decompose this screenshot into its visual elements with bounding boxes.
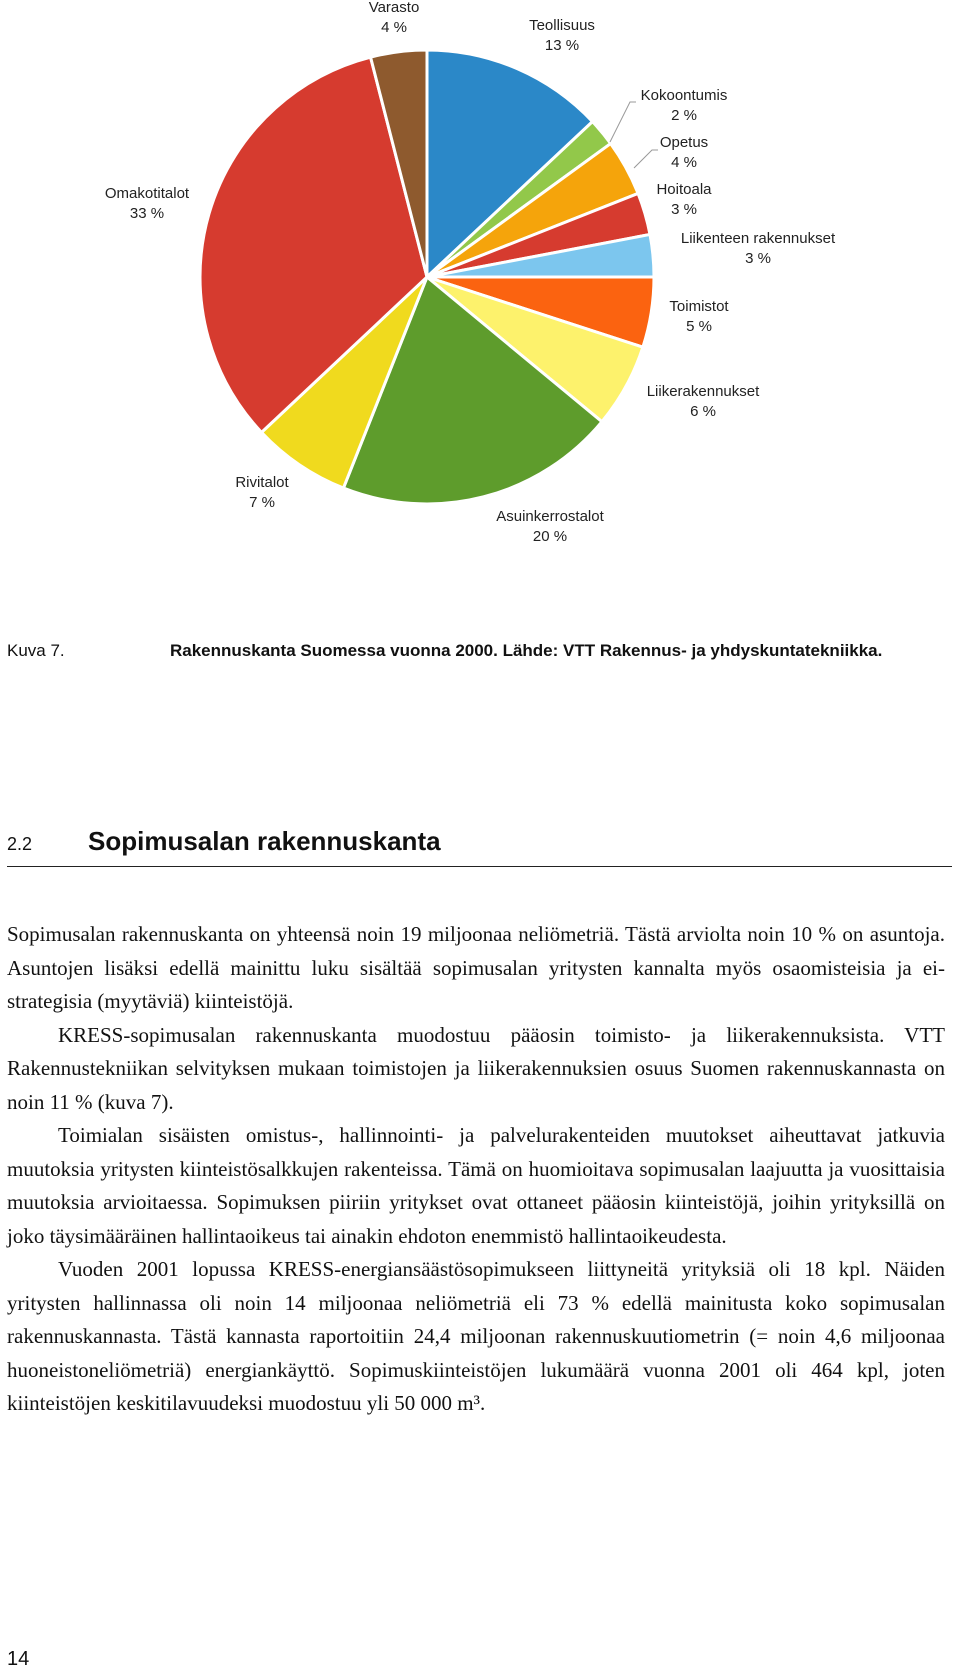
slice-label: Omakotitalot: [104, 185, 190, 202]
paragraph: Sopimusalan rakennuskanta on yhteensä noin 19 miljoonaa neliömetriä. Tästä arviolta noin 10 % on asuntoja. Asuntojen lisäksi edellä mainittu luku sisältää sopimusalan yritysten kannalta myös osaomisteisia ja ei-strategisia (myytäviä) kiinteistöjä.: [7, 922, 945, 1013]
slice-label: Varasto: [368, 0, 420, 16]
paragraph: Vuoden 2001 lopussa KRESS-energiansäästösopimukseen liittyneitä yrityksiä oli 18 kpl. Näiden yritysten hallinnassa oli noin 14 miljoonaa neliömetriä eli 73 % edellä mainitusta koko sopimusalan rakennuskannasta. Tästä kannasta raportoitiin 24,4 miljoonan rakennuskuutiometrin (= noin 4,6 miljoonaa huoneistoneliömetriä) energiankäyttö. Sopimuskiinteistöjen lukumäärä vuonna 2001 oli 464 kpl, joten kiinteistöjen keskitilavuudeksi muodostuu yli 50 000 m³.: [7, 1257, 945, 1415]
slice-value-label: 3 %: [745, 250, 771, 267]
slice-label: Toimistot: [669, 298, 729, 315]
slice-value-label: 4 %: [381, 19, 407, 36]
caption-text: Rakennuskanta Suomessa vuonna 2000. Lähde: VTT Rakennus- ja yhdyskuntatekniikka.: [170, 641, 883, 660]
slice-label: Opetus: [659, 134, 709, 151]
section-heading: [7, 826, 952, 867]
slice-value-label: 13 %: [544, 37, 580, 54]
slice-value-label: 2 %: [671, 107, 697, 124]
slice-value-label: 6 %: [690, 403, 716, 420]
caption-label: Kuva 7.: [7, 641, 65, 660]
pie-chart: [0, 0, 960, 560]
slice-label: Liikerakennukset: [646, 383, 760, 400]
slice-label: Hoitoala: [656, 181, 712, 198]
paragraph: Toimialan sisäisten omistus-, hallinnointi- ja palvelurakenteiden muutokset aiheuttavat jatkuvia muutoksia yritysten kiinteistösalkkujen rakenteissa. Tämä on huomioitava sopimusalan laajuutta ja vuosittaisia muutoksia arvioitaessa. Sopimuksen piiriin yritykset ovat ottaneet pääosin kiinteistöjä, joihin yrityksillä on joko täysimääräinen hallintaoikeus tai ainakin ehdoton enemmistö hallintaoikeudesta.: [7, 1123, 945, 1248]
slice-label: Kokoontumis: [640, 87, 728, 104]
slice-value-label: 20 %: [532, 528, 568, 545]
slice-label: Rivitalot: [235, 474, 289, 491]
pie-slices: [200, 50, 654, 504]
slice-label: Liikenteen rakennukset: [680, 230, 836, 247]
slice-value-label: 7 %: [249, 494, 275, 511]
slice-value-label: 3 %: [671, 201, 697, 218]
section-title: Sopimusalan rakennuskanta: [88, 826, 441, 856]
paragraph: KRESS-sopimusalan rakennuskanta muodostuu pääosin toimisto- ja liikerakennuksista. VTT Rakennustekniikan selvityksen mukaan toimistojen ja liikerakennuksien osuus Suomen rakennuskannasta on noin 11 % (kuva 7).: [7, 1022, 945, 1114]
slice-label: Teollisuus: [529, 17, 595, 34]
slice-value-label: 5 %: [686, 318, 712, 335]
slice-value-label: 33 %: [129, 205, 165, 222]
slice-value-label: 4 %: [671, 154, 697, 171]
section-number: 2.2: [7, 834, 33, 854]
leader-line: [634, 150, 658, 168]
leader-line: [610, 102, 636, 142]
body-text: [7, 918, 945, 1421]
page-number: 14: [7, 1648, 30, 1670]
slice-label: Asuinkerrostalot: [496, 508, 604, 525]
